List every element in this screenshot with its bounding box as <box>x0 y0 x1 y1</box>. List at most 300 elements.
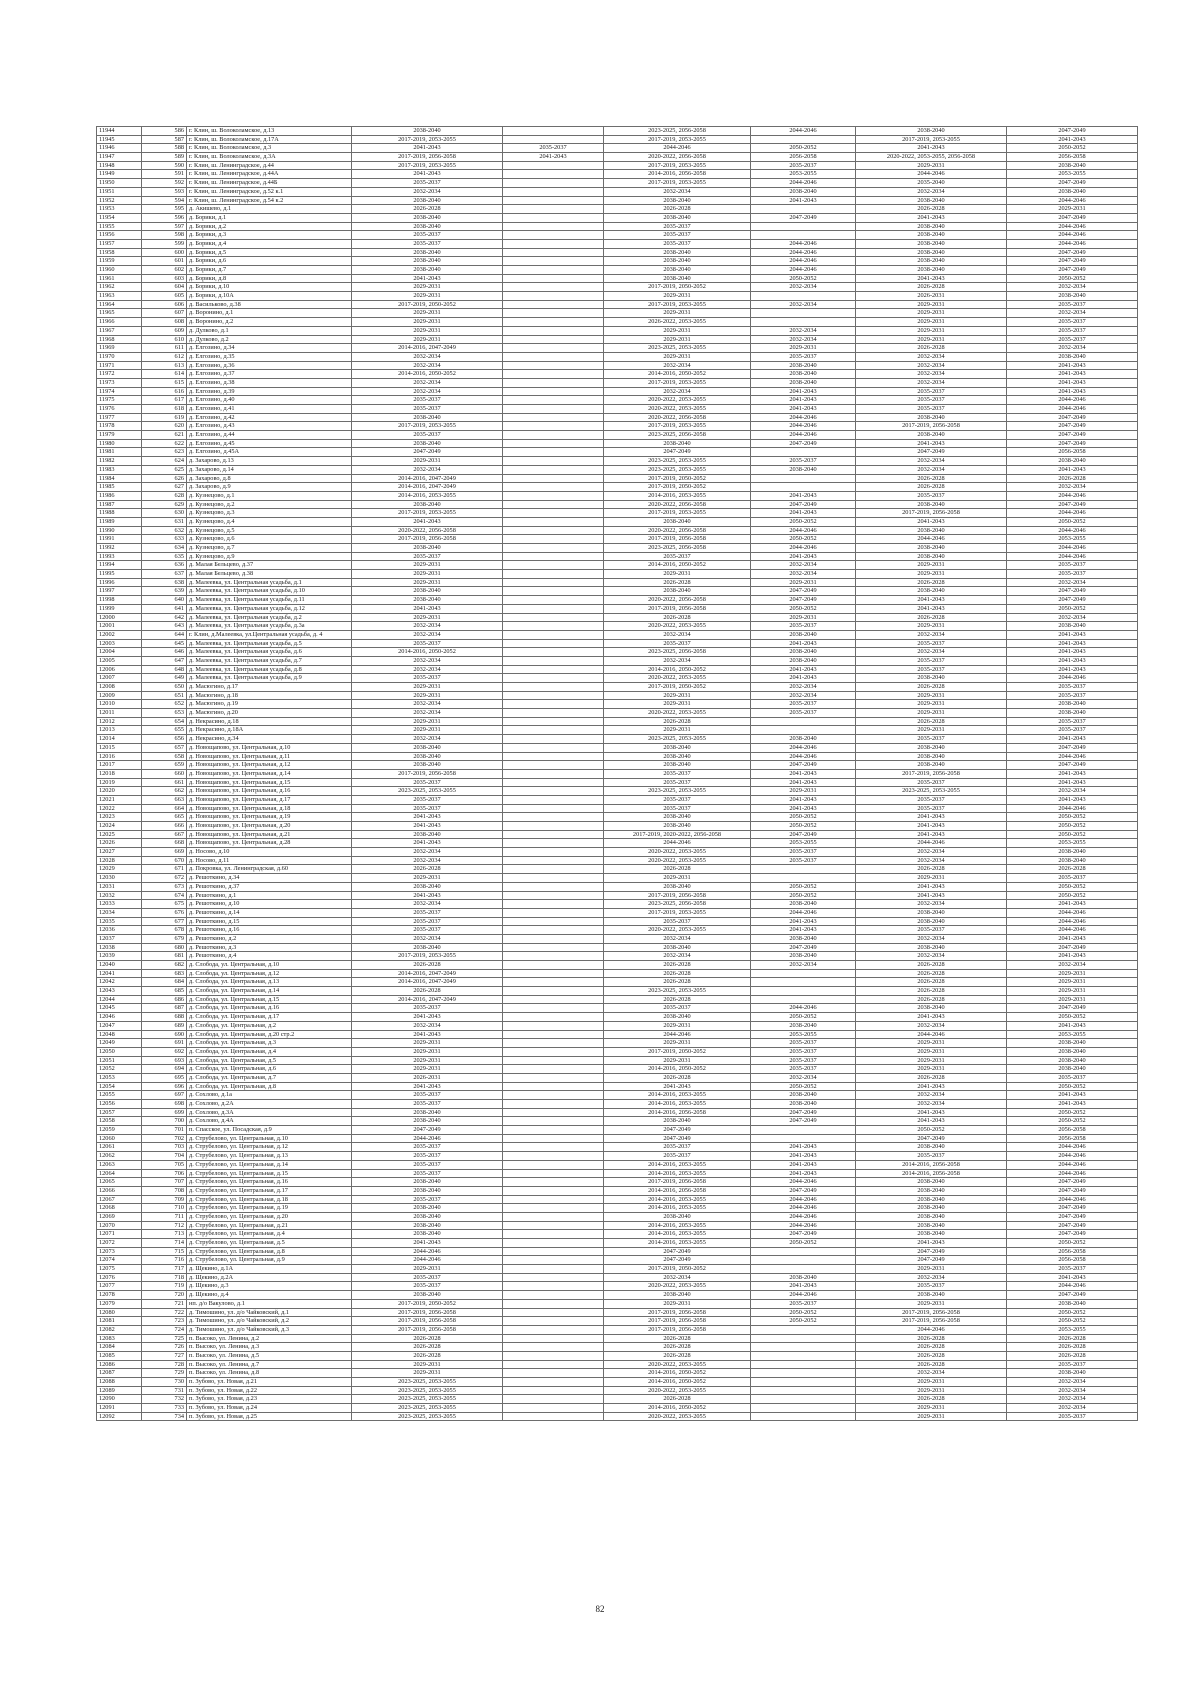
cell-period-6: 2053-2055 <box>1007 1325 1138 1334</box>
cell-item-number: 693 <box>142 1056 187 1065</box>
cell-address: д. Елгозино, д.38 <box>187 378 352 387</box>
cell-period-5: 2032-2034 <box>856 1091 1007 1100</box>
cell-item-number: 731 <box>142 1386 187 1395</box>
cell-period-1: 2044-2046 <box>352 1134 503 1143</box>
cell-period-6: 2056-2058 <box>1007 1256 1138 1265</box>
cell-period-5: 2026-2028 <box>856 969 1007 978</box>
cell-item-number: 679 <box>142 934 187 943</box>
cell-period-6: 2038-2040 <box>1007 1056 1138 1065</box>
cell-row-id: 12052 <box>97 1065 142 1074</box>
cell-row-id: 11952 <box>97 196 142 205</box>
cell-period-3: 2014-2016, 2053-2055 <box>604 1160 751 1169</box>
cell-period-6: 2035-2037 <box>1007 683 1138 692</box>
cell-item-number: 632 <box>142 526 187 535</box>
cell-period-2 <box>503 665 604 674</box>
cell-period-3: 2038-2040 <box>604 439 751 448</box>
cell-period-4: 2044-2046 <box>751 908 856 917</box>
table-row <box>97 500 1138 509</box>
cell-period-6: 2038-2040 <box>1007 709 1138 718</box>
cell-period-1: 2032-2034 <box>352 700 503 709</box>
cell-period-3: 2026-2028 <box>604 961 751 970</box>
cell-period-5: 2020-2022, 2053-2055, 2056-2058 <box>856 153 1007 162</box>
cell-item-number: 715 <box>142 1247 187 1256</box>
cell-period-6: 2047-2049 <box>1007 596 1138 605</box>
table-row <box>97 1221 1138 1230</box>
cell-item-number: 618 <box>142 405 187 414</box>
table-row <box>97 778 1138 787</box>
table-row <box>97 213 1138 222</box>
cell-row-id: 12055 <box>97 1091 142 1100</box>
cell-item-number: 628 <box>142 491 187 500</box>
cell-period-6: 2041-2043 <box>1007 1091 1138 1100</box>
cell-period-6: 2047-2049 <box>1007 439 1138 448</box>
cell-address: д. Малеевка, ул. Центральная усадьба, д.2 <box>187 613 352 622</box>
cell-address: д. Некрасино, д.34 <box>187 735 352 744</box>
table-row <box>97 526 1138 535</box>
cell-period-1: 2035-2037 <box>352 1091 503 1100</box>
cell-period-3: 2017-2019, 2053-2055 <box>604 179 751 188</box>
cell-period-6: 2047-2049 <box>1007 1178 1138 1187</box>
cell-period-6: 2044-2046 <box>1007 752 1138 761</box>
table-row <box>97 717 1138 726</box>
cell-item-number: 675 <box>142 900 187 909</box>
cell-address: д. Захарово, д.9 <box>187 483 352 492</box>
cell-period-6: 2032-2034 <box>1007 787 1138 796</box>
cell-period-5: 2038-2040 <box>856 239 1007 248</box>
cell-address: д. Воронино, д.1 <box>187 309 352 318</box>
cell-period-3: 2035-2037 <box>604 1143 751 1152</box>
cell-item-number: 728 <box>142 1360 187 1369</box>
cell-period-5: 2038-2040 <box>856 257 1007 266</box>
cell-row-id: 12045 <box>97 1004 142 1013</box>
cell-address: д. Новощапово, ул. Центральная, д.10 <box>187 743 352 752</box>
cell-period-4: 2050-2052 <box>751 1013 856 1022</box>
cell-period-6: 2035-2037 <box>1007 1265 1138 1274</box>
cell-period-5: 2014-2016, 2056-2058 <box>856 1169 1007 1178</box>
cell-item-number: 676 <box>142 908 187 917</box>
table-row <box>97 1239 1138 1248</box>
cell-address: д. Захарово, д.14 <box>187 465 352 474</box>
cell-address: д. Новощапово, ул. Центральная, д.19 <box>187 813 352 822</box>
cell-period-1: 2026-2031 <box>352 1073 503 1082</box>
cell-period-2 <box>503 196 604 205</box>
cell-period-2 <box>503 1221 604 1230</box>
table-row <box>97 1212 1138 1221</box>
cell-period-4: 2038-2040 <box>751 630 856 639</box>
cell-period-3: 2017-2019, 2050-2052 <box>604 483 751 492</box>
cell-period-2: 2035-2037 <box>503 144 604 153</box>
cell-row-id: 11989 <box>97 517 142 526</box>
cell-period-6: 2029-2031 <box>1007 969 1138 978</box>
cell-address: д. Струбелово, ул. Центральная, д.4 <box>187 1230 352 1239</box>
table-row <box>97 205 1138 214</box>
cell-period-1: 2026-2028 <box>352 987 503 996</box>
cell-address: п. Высоко, ул. Ленина, д.5 <box>187 1351 352 1360</box>
cell-period-6: 2032-2034 <box>1007 613 1138 622</box>
cell-period-4: 2041-2043 <box>751 674 856 683</box>
cell-period-3: 2038-2040 <box>604 761 751 770</box>
cell-row-id: 12002 <box>97 630 142 639</box>
cell-period-3: 2014-2016, 2050-2052 <box>604 665 751 674</box>
cell-period-5: 2026-2028 <box>856 978 1007 987</box>
cell-period-3: 2023-2025, 2053-2055 <box>604 735 751 744</box>
cell-period-2 <box>503 752 604 761</box>
cell-address: д. Елгозино, д.34 <box>187 344 352 353</box>
cell-period-1: 2038-2040 <box>352 882 503 891</box>
cell-period-3: 2032-2034 <box>604 656 751 665</box>
cell-period-4: 2044-2046 <box>751 1004 856 1013</box>
cell-row-id: 12001 <box>97 622 142 631</box>
cell-period-1: 2035-2037 <box>352 1152 503 1161</box>
cell-row-id: 12070 <box>97 1221 142 1230</box>
cell-period-5: 2038-2040 <box>856 752 1007 761</box>
cell-period-1: 2029-2031 <box>352 309 503 318</box>
cell-address: д. Елгозино, д.45А <box>187 448 352 457</box>
cell-period-6: 2050-2052 <box>1007 1317 1138 1326</box>
cell-row-id: 12086 <box>97 1360 142 1369</box>
cell-period-5: 2035-2037 <box>856 1152 1007 1161</box>
cell-period-2 <box>503 769 604 778</box>
cell-period-4: 2032-2034 <box>751 283 856 292</box>
cell-item-number: 703 <box>142 1143 187 1152</box>
cell-item-number: 690 <box>142 1030 187 1039</box>
cell-period-5: 2026-2028 <box>856 1360 1007 1369</box>
cell-address: д. Струбелово, ул. Центральная, д.10 <box>187 1134 352 1143</box>
cell-period-4 <box>751 1134 856 1143</box>
table-row <box>97 361 1138 370</box>
table-row <box>97 1230 1138 1239</box>
cell-period-1: 2038-2040 <box>352 752 503 761</box>
cell-period-4: 2041-2043 <box>751 509 856 518</box>
cell-period-1: 2032-2034 <box>352 665 503 674</box>
cell-period-2 <box>503 1160 604 1169</box>
cell-item-number: 610 <box>142 335 187 344</box>
cell-period-1: 2029-2031 <box>352 578 503 587</box>
cell-period-2 <box>503 848 604 857</box>
cell-period-1: 2032-2034 <box>352 622 503 631</box>
cell-period-3: 2017-2019, 2053-2055 <box>604 378 751 387</box>
cell-period-1: 2029-2031 <box>352 1047 503 1056</box>
cell-period-3: 2029-2031 <box>604 335 751 344</box>
cell-item-number: 720 <box>142 1291 187 1300</box>
cell-period-3: 2029-2031 <box>604 1039 751 1048</box>
cell-period-1: 2023-2025, 2053-2055 <box>352 1404 503 1413</box>
table-row <box>97 187 1138 196</box>
cell-period-4 <box>751 1369 856 1378</box>
cell-item-number: 631 <box>142 517 187 526</box>
cell-period-2 <box>503 743 604 752</box>
cell-period-2 <box>503 1186 604 1195</box>
cell-period-4: 2056-2058 <box>751 153 856 162</box>
cell-item-number: 723 <box>142 1317 187 1326</box>
cell-row-id: 11967 <box>97 326 142 335</box>
table-row <box>97 700 1138 709</box>
cell-period-6: 2047-2049 <box>1007 266 1138 275</box>
cell-period-3: 2014-2016, 2050-2052 <box>604 1404 751 1413</box>
cell-period-5: 2017-2019, 2056-2058 <box>856 509 1007 518</box>
cell-address: г. Клин, д.Малеевка, ул.Центральная усадьба, д. 4 <box>187 630 352 639</box>
cell-item-number: 680 <box>142 943 187 952</box>
cell-period-3: 2038-2040 <box>604 1212 751 1221</box>
cell-period-5: 2041-2043 <box>856 813 1007 822</box>
cell-address: д. Струбелово, ул. Центральная, д.18 <box>187 1195 352 1204</box>
cell-row-id: 12079 <box>97 1299 142 1308</box>
cell-period-5: 2038-2040 <box>856 1291 1007 1300</box>
cell-period-1: 2029-2031 <box>352 570 503 579</box>
cell-period-4: 2041-2043 <box>751 396 856 405</box>
cell-period-1: 2041-2043 <box>352 604 503 613</box>
cell-period-4 <box>751 1247 856 1256</box>
table-row <box>97 1169 1138 1178</box>
cell-row-id: 12021 <box>97 795 142 804</box>
cell-period-1: 2041-2043 <box>352 822 503 831</box>
cell-period-6: 2044-2046 <box>1007 908 1138 917</box>
table-row <box>97 517 1138 526</box>
cell-period-4: 2041-2043 <box>751 387 856 396</box>
cell-period-2 <box>503 882 604 891</box>
table-row <box>97 1351 1138 1360</box>
cell-period-4: 2038-2040 <box>751 370 856 379</box>
cell-period-1: 2032-2034 <box>352 352 503 361</box>
cell-item-number: 599 <box>142 239 187 248</box>
cell-period-1: 2029-2031 <box>352 683 503 692</box>
cell-period-6: 2029-2031 <box>1007 978 1138 987</box>
cell-period-6: 2047-2049 <box>1007 431 1138 440</box>
cell-period-2 <box>503 735 604 744</box>
cell-period-5: 2041-2043 <box>856 822 1007 831</box>
cell-period-6: 2038-2040 <box>1007 187 1138 196</box>
table-row <box>97 674 1138 683</box>
cell-address: д. Решоткино, д.37 <box>187 882 352 891</box>
cell-address: д. Струбелово, ул. Центральная, д.15 <box>187 1169 352 1178</box>
cell-period-6: 2047-2049 <box>1007 1212 1138 1221</box>
cell-period-2 <box>503 335 604 344</box>
cell-item-number: 597 <box>142 222 187 231</box>
table-row <box>97 804 1138 813</box>
cell-period-3: 2017-2019, 2053-2055 <box>604 135 751 144</box>
cell-period-1: 2032-2034 <box>352 187 503 196</box>
cell-period-2 <box>503 405 604 414</box>
cell-period-3: 2020-2022, 2053-2055 <box>604 1412 751 1421</box>
table-row <box>97 769 1138 778</box>
cell-period-4 <box>751 474 856 483</box>
cell-period-2 <box>503 926 604 935</box>
cell-row-id: 11980 <box>97 439 142 448</box>
cell-period-3: 2017-2019, 2056-2058 <box>604 1325 751 1334</box>
cell-period-5: 2029-2031 <box>856 1056 1007 1065</box>
cell-period-5: 2029-2031 <box>856 309 1007 318</box>
table-row <box>97 1134 1138 1143</box>
cell-period-2 <box>503 1291 604 1300</box>
cell-period-2 <box>503 717 604 726</box>
table-row <box>97 1126 1138 1135</box>
cell-row-id: 12017 <box>97 761 142 770</box>
cell-period-4: 2038-2040 <box>751 1021 856 1030</box>
cell-address: д. Щекино, д.3 <box>187 1282 352 1291</box>
cell-period-2 <box>503 266 604 275</box>
cell-period-5: 2047-2049 <box>856 1247 1007 1256</box>
cell-period-5: 2038-2040 <box>856 231 1007 240</box>
cell-period-3: 2035-2037 <box>604 1004 751 1013</box>
cell-period-5: 2032-2034 <box>856 378 1007 387</box>
cell-period-3: 2023-2025, 2056-2058 <box>604 431 751 440</box>
cell-period-2 <box>503 448 604 457</box>
cell-address: д. Струбелово, ул. Центральная, д.8 <box>187 1247 352 1256</box>
cell-row-id: 11966 <box>97 318 142 327</box>
cell-period-2 <box>503 1404 604 1413</box>
cell-period-4 <box>751 205 856 214</box>
cell-period-6: 2038-2040 <box>1007 848 1138 857</box>
cell-period-6: 2035-2037 <box>1007 326 1138 335</box>
cell-period-2 <box>503 1143 604 1152</box>
cell-row-id: 12087 <box>97 1369 142 1378</box>
cell-address: г. Клин, ш. Волоколамское, д.17А <box>187 135 352 144</box>
cell-period-6: 2056-2058 <box>1007 1247 1138 1256</box>
cell-address: д. Струбелово, ул. Центральная, д.9 <box>187 1256 352 1265</box>
cell-period-1: 2017-2019, 2056-2058 <box>352 535 503 544</box>
cell-row-id: 12004 <box>97 648 142 657</box>
cell-address: д. Сохлово, д.4А <box>187 1117 352 1126</box>
cell-item-number: 596 <box>142 213 187 222</box>
cell-period-3: 2017-2019, 2056-2058 <box>604 535 751 544</box>
cell-row-id: 12003 <box>97 639 142 648</box>
cell-period-2 <box>503 1013 604 1022</box>
cell-row-id: 12067 <box>97 1195 142 1204</box>
cell-period-2 <box>503 1212 604 1221</box>
cell-period-5: 2038-2040 <box>856 500 1007 509</box>
cell-period-2 <box>503 1247 604 1256</box>
cell-period-4: 2041-2043 <box>751 778 856 787</box>
cell-period-1: 2035-2037 <box>352 795 503 804</box>
cell-period-5: 2041-2043 <box>856 1013 1007 1022</box>
cell-address: п. Спасское, ул. Посадская, д.9 <box>187 1126 352 1135</box>
cell-period-2 <box>503 535 604 544</box>
cell-period-3: 2026-2028 <box>604 1334 751 1343</box>
cell-item-number: 637 <box>142 570 187 579</box>
cell-period-4: 2050-2052 <box>751 144 856 153</box>
cell-period-6: 2044-2046 <box>1007 926 1138 935</box>
cell-address: д. Елгозино, д.44 <box>187 431 352 440</box>
cell-period-3: 2029-2031 <box>604 352 751 361</box>
cell-period-2 <box>503 596 604 605</box>
cell-period-3: 2035-2037 <box>604 917 751 926</box>
cell-period-3: 2032-2034 <box>604 387 751 396</box>
cell-period-3: 2032-2034 <box>604 952 751 961</box>
cell-period-1: 2029-2031 <box>352 726 503 735</box>
cell-row-id: 12012 <box>97 717 142 726</box>
cell-address: п. Зубово, ул. Новая, д.23 <box>187 1395 352 1404</box>
cell-period-3: 2038-2040 <box>604 213 751 222</box>
cell-period-4: 2047-2049 <box>751 596 856 605</box>
table-row <box>97 874 1138 883</box>
table-row <box>97 1412 1138 1421</box>
cell-period-1: 2017-2019, 2056-2058 <box>352 153 503 162</box>
schedule-table-container <box>96 126 1094 1421</box>
cell-period-2 <box>503 1100 604 1109</box>
cell-period-4: 2035-2037 <box>751 1039 856 1048</box>
cell-period-2 <box>503 248 604 257</box>
cell-period-1: 2032-2034 <box>352 361 503 370</box>
cell-period-1: 2044-2046 <box>352 1247 503 1256</box>
cell-period-2 <box>503 231 604 240</box>
cell-row-id: 12075 <box>97 1265 142 1274</box>
cell-period-6: 2035-2037 <box>1007 717 1138 726</box>
cell-period-6: 2041-2043 <box>1007 778 1138 787</box>
cell-period-6: 2032-2034 <box>1007 1395 1138 1404</box>
cell-period-1: 2026-2028 <box>352 865 503 874</box>
cell-period-3: 2032-2034 <box>604 934 751 943</box>
cell-period-4: 2044-2046 <box>751 257 856 266</box>
cell-row-id: 11949 <box>97 170 142 179</box>
cell-period-3: 2029-2031 <box>604 326 751 335</box>
cell-period-3: 2017-2019, 2053-2055 <box>604 422 751 431</box>
cell-address: д. Сохлово, д.3А <box>187 1108 352 1117</box>
cell-address: д. Новощапово, ул. Центральная, д.18 <box>187 804 352 813</box>
cell-period-1: 2023-2025, 2053-2055 <box>352 787 503 796</box>
table-row <box>97 848 1138 857</box>
cell-period-1: 2038-2040 <box>352 1221 503 1230</box>
cell-address: д. Елгозино, д.45 <box>187 439 352 448</box>
cell-period-3: 2023-2025, 2053-2055 <box>604 457 751 466</box>
cell-period-1: 2035-2037 <box>352 405 503 414</box>
cell-period-1: 2041-2043 <box>352 1030 503 1039</box>
cell-item-number: 691 <box>142 1039 187 1048</box>
cell-row-id: 12071 <box>97 1230 142 1239</box>
cell-period-2 <box>503 1134 604 1143</box>
cell-period-4: 2044-2046 <box>751 1291 856 1300</box>
cell-period-5: 2032-2034 <box>856 1369 1007 1378</box>
cell-period-1: 2038-2040 <box>352 222 503 231</box>
cell-period-2 <box>503 1169 604 1178</box>
cell-period-4: 2032-2034 <box>751 570 856 579</box>
cell-item-number: 660 <box>142 769 187 778</box>
cell-period-6: 2050-2052 <box>1007 604 1138 613</box>
table-body <box>97 127 1138 1421</box>
table-row <box>97 387 1138 396</box>
cell-item-number: 733 <box>142 1404 187 1413</box>
cell-row-id: 12076 <box>97 1273 142 1282</box>
cell-period-2 <box>503 1004 604 1013</box>
cell-period-4: 2044-2046 <box>751 422 856 431</box>
cell-period-6: 2041-2043 <box>1007 1100 1138 1109</box>
table-row <box>97 1082 1138 1091</box>
cell-period-6: 2044-2046 <box>1007 1282 1138 1291</box>
cell-period-4: 2032-2034 <box>751 683 856 692</box>
cell-address: д. Носово, д.11 <box>187 856 352 865</box>
cell-period-2 <box>503 1152 604 1161</box>
cell-item-number: 670 <box>142 856 187 865</box>
cell-address: г. Клин, ш. Волоколамское, д.3А <box>187 153 352 162</box>
cell-row-id: 12083 <box>97 1334 142 1343</box>
cell-item-number: 605 <box>142 292 187 301</box>
cell-period-1: 2038-2040 <box>352 1204 503 1213</box>
cell-address: д. Кузнецово, д.2 <box>187 500 352 509</box>
table-row <box>97 1204 1138 1213</box>
cell-row-id: 12020 <box>97 787 142 796</box>
cell-period-4 <box>751 1378 856 1387</box>
cell-period-2 <box>503 378 604 387</box>
cell-period-3: 2023-2025, 2056-2058 <box>604 900 751 909</box>
cell-period-6: 2047-2049 <box>1007 248 1138 257</box>
cell-period-1: 2029-2031 <box>352 283 503 292</box>
cell-address: д. Елгозино, д.43 <box>187 422 352 431</box>
cell-period-1: 2020-2022, 2056-2058 <box>352 526 503 535</box>
cell-period-3: 2038-2040 <box>604 517 751 526</box>
table-row <box>97 1186 1138 1195</box>
cell-address: д. Масюгино, д.20 <box>187 709 352 718</box>
cell-address: д. Елгозино, д.42 <box>187 413 352 422</box>
cell-period-2 <box>503 213 604 222</box>
